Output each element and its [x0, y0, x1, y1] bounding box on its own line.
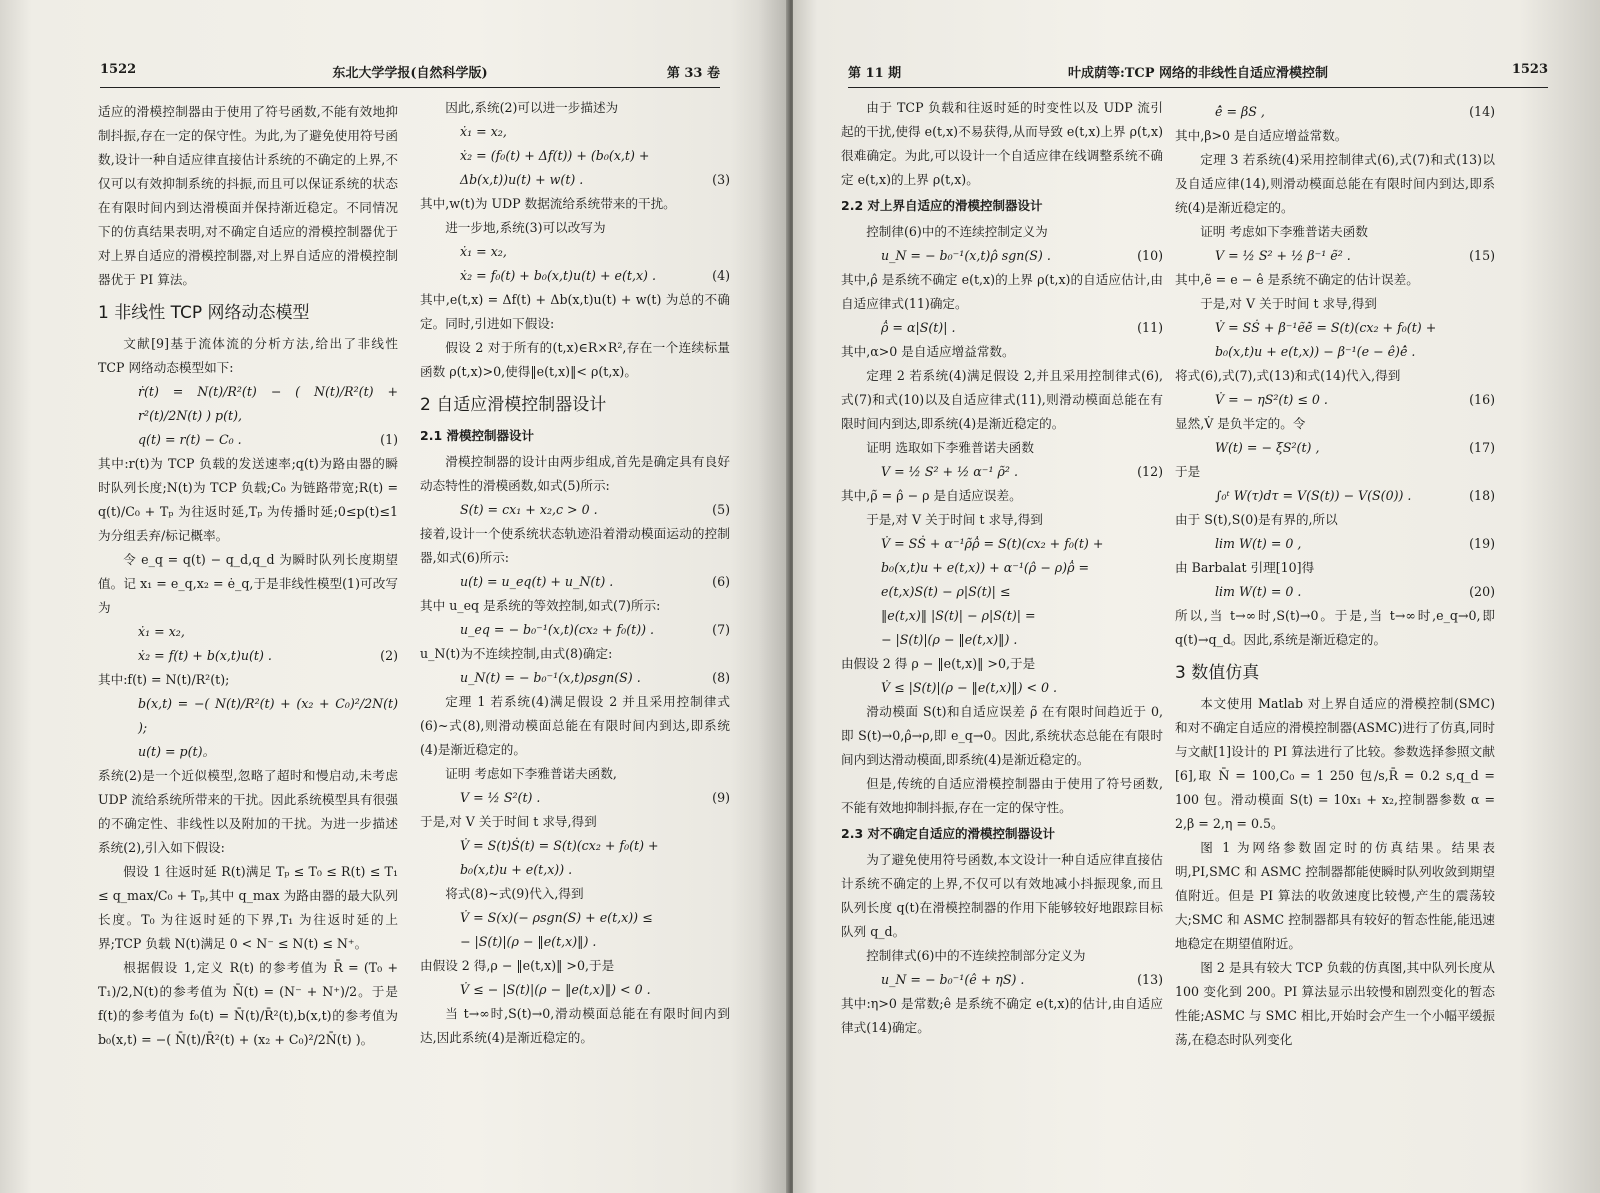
- paragraph: 其中,α>0 是自适应增益常数。: [841, 344, 1015, 359]
- equation-line: ê̇ = βS ,: [1215, 104, 1265, 119]
- equation: [1175, 244, 1495, 268]
- equation-line: Δb(x,t))u(t) + w(t) .: [460, 172, 584, 187]
- paragraph: 由假设 2 得 ρ − ‖e(t,x)‖ >0,于是: [841, 656, 1036, 671]
- equation: [420, 834, 730, 858]
- section-heading: 2 自适应滑模控制器设计: [420, 395, 607, 415]
- header-rule: [848, 87, 1548, 88]
- equation: [420, 264, 730, 288]
- paragraph: 控制律式(6)中的不连续控制部分定义为: [866, 948, 1086, 963]
- paragraph: 由于 TCP 负载和往返时延的时变性以及 UDP 流引起的干扰,使得 e(t,x)不易获得,从而导致 e(t,x)上界 ρ(t,x)很难确定。为此,可以设计一个自适应律在线调整系统不确定 e(t,x)的上界 ρ(t,x)。: [841, 100, 1163, 187]
- subsection-heading: 2.3 对不确定自适应的滑模控制器设计: [841, 826, 1055, 841]
- equation-number: (5): [712, 502, 730, 517]
- equation: [420, 858, 730, 882]
- equation-number: (16): [1469, 392, 1495, 407]
- equation: [98, 692, 398, 740]
- equation-number: (3): [712, 172, 730, 187]
- equation: [1175, 100, 1495, 124]
- right-column-1: [841, 96, 1163, 1040]
- paragraph: 接着,设计一个使系统状态轨迹沿着滑动模面运动的控制器,如式(6)所示:: [420, 526, 730, 565]
- paragraph: 显然,V̇ 是负半定的。令: [1175, 416, 1306, 431]
- equation: [841, 316, 1163, 340]
- equation: [98, 428, 398, 452]
- equation: [98, 740, 398, 764]
- issue-label: 第 11 期: [848, 66, 902, 81]
- equation-line: u_N = − b₀⁻¹(x,t)ρ̂ sgn(S) .: [881, 248, 1051, 263]
- equation-number: (7): [712, 622, 730, 637]
- paragraph: 假设 2 对于所有的(t,x)∈R×R²,存在一个连续标量函数 ρ(t,x)>0,使得‖e(t,x)‖< ρ(t,x)。: [420, 340, 730, 379]
- equation: [420, 570, 730, 594]
- right-page: [793, 0, 1600, 1193]
- equation-line: V = ½ S²(t) .: [460, 790, 541, 805]
- left-column-2: [420, 96, 730, 1050]
- equation-number: (20): [1469, 584, 1495, 599]
- equation-line: ρ̂̇ = α|S(t)| .: [881, 320, 956, 335]
- equation-line: b₀(x,t)u + e(t,x)) + α⁻¹(ρ̂ − ρ)ρ̂̇ =: [881, 560, 1090, 575]
- equation-line: V̇ = S(x)(− ρsgn(S) + e(t,x)) ≤: [460, 910, 653, 925]
- section-heading: 3 数值仿真: [1175, 663, 1260, 683]
- equation: [1175, 532, 1495, 556]
- equation: [1175, 316, 1495, 340]
- equation: [1175, 340, 1495, 364]
- paragraph: 当 t→∞时,S(t)→0,滑动模面总能在有限时间内到达,因此系统(4)是渐近稳定的。: [420, 1006, 730, 1045]
- journal-title: 东北大学学报(自然科学版): [332, 66, 488, 81]
- paragraph: 进一步地,系统(3)可以改写为: [445, 220, 606, 235]
- equation-line: u_eq = − b₀⁻¹(x,t)(cx₂ + f₀(t)) .: [460, 622, 655, 637]
- section-heading: 1 非线性 TCP 网络动态模型: [98, 303, 310, 323]
- equation-line: u(t) = p(t)。: [138, 744, 216, 759]
- paragraph: 系统(2)是一个近似模型,忽略了超时和慢启动,未考虑 UDP 流给系统所带来的干扰。因此系统模型具有很强的不确定性、非线性以及附加的干扰。为进一步描述系统(2),引入如下假设:: [98, 768, 398, 855]
- equation: [98, 380, 398, 428]
- equation-line: u_N = − b₀⁻¹(ê + ηS) .: [881, 972, 1025, 987]
- equation: [420, 498, 730, 522]
- equation: [841, 676, 1163, 700]
- equation: [420, 618, 730, 642]
- equation: [420, 240, 730, 264]
- equation-line: V̇ = SṠ + β⁻¹ẽẽ̇ = S(t)(cx₂ + f₀(t) +: [1215, 320, 1437, 335]
- paragraph: 证明 考虑如下李雅普诺夫函数,: [445, 766, 617, 781]
- right-page-header: [848, 60, 1548, 84]
- equation: [1175, 436, 1495, 460]
- paragraph: 适应的滑模控制器由于使用了符号函数,不能有效地抑制抖振,存在一定的保守性。为此,为了避免使用符号函数,设计一种自适应律直接估计系统的不确定的上界,不仅可以有效抑制系统的抖振,而且可以保证系统的状态在有限时间内到达滑模面并保持渐近稳定。不同情况下的仿真结果表明,对不确定自适应的滑模控制器优于对上界自适应的滑模控制器,对上界自适应的滑模控制器优于 PI 算法。: [98, 104, 398, 287]
- equation-line: V̇ ≤ |S(t)|(ρ − ‖e(t,x)‖) < 0 .: [881, 680, 1058, 695]
- equation: [420, 120, 730, 144]
- paragraph: 由 Barbalat 引理[10]得: [1175, 560, 1315, 575]
- equation-line: V̇ = − ηS²(t) ≤ 0 .: [1215, 392, 1328, 407]
- paragraph: 其中:η>0 是常数;ê 是系统不确定 e(t,x)的估计,由自适应律式(14)确定。: [841, 996, 1163, 1035]
- paragraph: 所以,当 t→∞时,S(t)→0。于是,当 t→∞时,e_q→0,即 q(t)→q_d。因此,系统是渐近稳定的。: [1175, 608, 1495, 647]
- equation-line: e(t,x)S(t) − ρ|S(t)| ≤: [881, 584, 1011, 599]
- paragraph: 控制律(6)中的不连续控制定义为: [866, 224, 1048, 239]
- equation-line: − |S(t)|(ρ − ‖e(t,x)‖) .: [460, 934, 597, 949]
- equation: [841, 628, 1163, 652]
- equation-line: ẋ₁ = x₂,: [460, 124, 507, 139]
- equation-line: V = ½ S² + ½ α⁻¹ ρ̃² .: [881, 464, 1018, 479]
- equation-number: (12): [1137, 464, 1163, 479]
- paragraph: 但是,传统的自适应滑模控制器由于使用了符号函数,不能有效地抑制抖振,存在一定的保守性。: [841, 776, 1163, 815]
- equation: [1175, 484, 1495, 508]
- paragraph: 假设 1 往返时延 R(t)满足 Tₚ ≤ T₀ ≤ R(t) ≤ T₁ ≤ q_max/C₀ + Tₚ,其中 q_max 为路由器的最大队列长度。T₀ 为往返时延的下界,T₁ 为往返时延的上界;TCP 负载 N(t)满足 0 < N⁻ ≤ N(t) ≤ N⁺。: [98, 864, 398, 951]
- paragraph: 图 1 为网络参数固定时的仿真结果。结果表明,PI,SMC 和 ASMC 控制器都能使瞬时队列收敛到期望值附近。但是 PI 算法的收敛速度比较慢,产生的震荡较大;SMC 和 ASMC 控制器都具有较好的暂态性能,能迅速地稳定在期望值附近。: [1175, 840, 1495, 951]
- page-curl-shadow: [730, 0, 790, 1193]
- running-title: 叶成荫等:TCP 网络的非线性自适应滑模控制: [1067, 66, 1329, 81]
- equation-line: V̇ ≤ − |S(t)|(ρ − ‖e(t,x)‖) < 0 .: [460, 982, 651, 997]
- paragraph: 其中,e(t,x) = Δf(t) + Δb(x,t)u(t) + w(t) 为总的不确定。同时,引进如下假设:: [420, 292, 730, 331]
- paragraph: 滑模控制器的设计由两步组成,首先是确定具有良好动态特性的滑模函数,如式(5)所示:: [420, 454, 730, 493]
- equation-line: − |S(t)|(ρ − ‖e(t,x)‖) .: [881, 632, 1018, 647]
- paragraph: 由于 S(t),S(0)是有界的,所以: [1175, 512, 1338, 527]
- equation: [420, 168, 730, 192]
- equation-number: (14): [1469, 104, 1495, 119]
- equation: [841, 244, 1163, 268]
- header-rule: [100, 87, 720, 88]
- paragraph: 由假设 2 得,ρ − ‖e(t,x)‖ >0,于是: [420, 958, 615, 973]
- paragraph: 文献[9]基于流体流的分析方法,给出了非线性 TCP 网络动态模型如下:: [98, 336, 398, 375]
- equation-line: b₀(x,t)u + e(t,x)) − β⁻¹(e − ê)ê̇ .: [1215, 344, 1416, 359]
- paragraph: 其中:r(t)为 TCP 负载的发送速率;q(t)为路由器的瞬时队列长度;N(t)为 TCP 负载;C₀ 为链路带宽;R(t) = q(t)/C₀ + Tₚ 为往返时延,Tₚ 为传播时延;0≤p(t)≤1 为分组丢弃/标记概率。: [98, 456, 398, 543]
- paragraph: 证明 考虑如下李雅普诺夫函数: [1200, 224, 1368, 239]
- equation-number: (15): [1469, 248, 1495, 263]
- paragraph: 根据假设 1,定义 R(t) 的参考值为 R̄ = (T₀ + T₁)/2,N(t)的参考值为 N̄(t) = (N⁻ + N⁺)/2。于是 f(t)的参考值为 f₀(t) = N̄(t)/R̄²(t),b(x,t)的参考值为 b₀(x,t) = −( N̄(t)/R̄²(t) + (x₂ + C₀)²/2N̄(t) )。: [98, 960, 398, 1047]
- paragraph: 滑动模面 S(t)和自适应误差 ρ̃ 在有限时间趋近于 0,即 S(t)→0,ρ̂→ρ,即 e_q→0。因此,系统状态总能在有限时间内到达滑动模面,即系统(4)是渐近稳定的。: [841, 704, 1163, 767]
- equation-line: ∫₀ᵗ W(τ)dτ = V(S(t)) − V(S(0)) .: [1215, 488, 1412, 503]
- paragraph: 其中,β>0 是自适应增益常数。: [1175, 128, 1348, 143]
- paragraph: 于是,对 V 关于时间 t 求导,得到: [866, 512, 1043, 527]
- equation-line: b₀(x,t)u + e(t,x)) .: [460, 862, 573, 877]
- equation: [1175, 580, 1495, 604]
- equation-line: V̇ = S(t)Ṡ(t) = S(t)(cx₂ + f₀(t) +: [460, 838, 659, 853]
- equation-number: (9): [712, 790, 730, 805]
- equation-number: (17): [1469, 440, 1495, 455]
- page-number: 1523: [1511, 62, 1548, 77]
- equation-number: (11): [1137, 320, 1163, 335]
- equation-number: (13): [1137, 972, 1163, 987]
- subsection-heading: 2.1 滑模控制器设计: [420, 428, 534, 443]
- equation-line: u(t) = u_eq(t) + u_N(t) .: [460, 574, 614, 589]
- left-column-1: [98, 100, 398, 1052]
- equation-line: lim W(t) = 0 .: [1215, 584, 1302, 599]
- paragraph: 将式(8)~式(9)代入,得到: [445, 886, 584, 901]
- equation: [841, 580, 1163, 604]
- equation-number: (18): [1469, 488, 1495, 503]
- equation-line: ẋ₁ = x₂,: [138, 624, 185, 639]
- equation-line: S(t) = cx₁ + x₂,c > 0 .: [460, 502, 598, 517]
- equation-line: lim W(t) = 0 ,: [1215, 536, 1302, 551]
- equation-line: ẋ₁ = x₂,: [460, 244, 507, 259]
- paragraph: 证明 选取如下李雅普诺夫函数: [866, 440, 1034, 455]
- paragraph: 本文使用 Matlab 对上界自适应的滑模控制(SMC)和对不确定自适应的滑模控制器(ASMC)进行了仿真,同时与文献[1]设计的 PI 算法进行了比较。参数选择参照文献[6],取 N̄ = 100,C₀ = 1 250 包/s,R̄ = 0.2 s,q_d = 100 包。滑动模面 S(t) = 10x₁ + x₂,控制器参数 α = 2,β = 2,η = 0.5。: [1175, 696, 1495, 831]
- paragraph: 其中 u_eq 是系统的等效控制,如式(7)所示:: [420, 598, 661, 613]
- equation-line: V̇ = SṠ + α⁻¹ρ̃ρ̂̇ = S(t)(cx₂ + f₀(t) +: [881, 536, 1104, 551]
- equation: [420, 978, 730, 1002]
- equation-number: (10): [1137, 248, 1163, 263]
- equation: [420, 666, 730, 690]
- equation: [420, 930, 730, 954]
- paragraph: 其中,w(t)为 UDP 数据流给系统带来的干扰。: [420, 196, 676, 211]
- equation-line: ṙ(t) = N(t)/R²(t) − ( N(t)/R²(t) + r²(t)/2N(t) ) p(t),: [138, 384, 398, 423]
- paragraph: 定理 3 若系统(4)采用控制律式(6),式(7)和式(13)以及自适应律(14),则滑动模面总能在有限时间内到达,即系统(4)是渐近稳定的。: [1175, 152, 1495, 215]
- paragraph: 于是,对 V 关于时间 t 求导,得到: [420, 814, 597, 829]
- paragraph: 定理 1 若系统(4)满足假设 2 并且采用控制律式(6)~式(8),则滑动模面总能在有限时间内到达,即系统(4)是渐近稳定的。: [420, 694, 730, 757]
- equation: [98, 620, 398, 644]
- paragraph: 其中,ρ̂ 是系统不确定 e(t,x)的上界 ρ(t,x)的自适应估计,由自适应律式(11)确定。: [841, 272, 1163, 311]
- paragraph: 定理 2 若系统(4)满足假设 2,并且采用控制律式(6),式(7)和式(10)以及自适应律式(11),则滑动模面总能在有限时间内到达,即系统(4)是渐近稳定的。: [841, 368, 1163, 431]
- paragraph: 因此,系统(2)可以进一步描述为: [445, 100, 619, 115]
- right-column-2: [1175, 100, 1495, 1052]
- equation-number: (4): [712, 268, 730, 283]
- equation: [420, 906, 730, 930]
- subsection-heading: 2.2 对上界自适应的滑模控制器设计: [841, 198, 1043, 213]
- paragraph: 于是,对 V 关于时间 t 求导,得到: [1200, 296, 1377, 311]
- equation-line: b(x,t) = −( N(t)/R²(t) + (x₂ + C₀)²/2N(t) );: [138, 696, 398, 735]
- equation-line: ẋ₂ = (f₀(t) + Δf(t)) + (b₀(x,t) +: [460, 148, 650, 163]
- equation: [841, 968, 1163, 992]
- paragraph: u_N(t)为不连续控制,由式(8)确定:: [420, 646, 613, 661]
- equation: [420, 786, 730, 810]
- equation: [841, 532, 1163, 556]
- equation: [841, 460, 1163, 484]
- page-number: 1522: [100, 62, 137, 77]
- equation: [841, 556, 1163, 580]
- equation-line: ẋ₂ = f₀(t) + b₀(x,t)u(t) + e(t,x) .: [460, 268, 656, 283]
- equation-line: u_N(t) = − b₀⁻¹(x,t)ρsgn(S) .: [460, 670, 641, 685]
- equation-line: ‖e(t,x)‖ |S(t)| − ρ|S(t)| =: [881, 608, 1036, 623]
- left-page: [0, 0, 790, 1193]
- equation-line: V = ½ S² + ½ β⁻¹ ẽ² .: [1215, 248, 1351, 263]
- paragraph: 图 2 是具有较大 TCP 负载的仿真图,其中队列长度从 100 变化到 200。PI 算法显示出较慢和剧烈变化的暂态性能;ASMC 与 SMC 相比,开始时会产生一个小幅平缓振荡,在稳态时队列变化: [1175, 960, 1495, 1047]
- paragraph: 其中,ẽ = e − ê 是系统不确定的估计误差。: [1175, 272, 1419, 287]
- equation: [98, 644, 398, 668]
- equation-number: (6): [712, 574, 730, 589]
- equation-number: (8): [712, 670, 730, 685]
- paragraph: 将式(6),式(7),式(13)和式(14)代入,得到: [1175, 368, 1401, 383]
- equation: [420, 144, 730, 168]
- equation: [1175, 388, 1495, 412]
- paragraph: 其中:f(t) = N(t)/R²(t);: [98, 672, 230, 687]
- paragraph: 为了避免使用符号函数,本文设计一种自适应律直接估计系统不确定的上界,不仅可以有效地减小抖振现象,而且队列长度 q(t)在滑模控制器的作用下能够较好地跟踪目标队列 q_d。: [841, 852, 1163, 939]
- equation-number: (2): [380, 648, 398, 663]
- equation-line: ẋ₂ = f(t) + b(x,t)u(t) .: [138, 648, 272, 663]
- paragraph: 其中,ρ̃ = ρ̂ − ρ 是自适应误差。: [841, 488, 1022, 503]
- equation-line: q(t) = r(t) − C₀ .: [138, 432, 242, 447]
- equation-number: (1): [380, 432, 398, 447]
- left-page-header: [100, 60, 720, 84]
- volume-label: 第 33 卷: [666, 66, 720, 81]
- paragraph: 令 e_q = q(t) − q_d,q_d 为瞬时队列长度期望值。记 x₁ = e_q,x₂ = ė_q,于是非线性模型(1)可改写为: [98, 552, 398, 615]
- equation: [841, 604, 1163, 628]
- equation-line: W(t) = − ξS²(t) ,: [1215, 440, 1320, 455]
- paragraph: 于是: [1175, 464, 1201, 479]
- equation-number: (19): [1469, 536, 1495, 551]
